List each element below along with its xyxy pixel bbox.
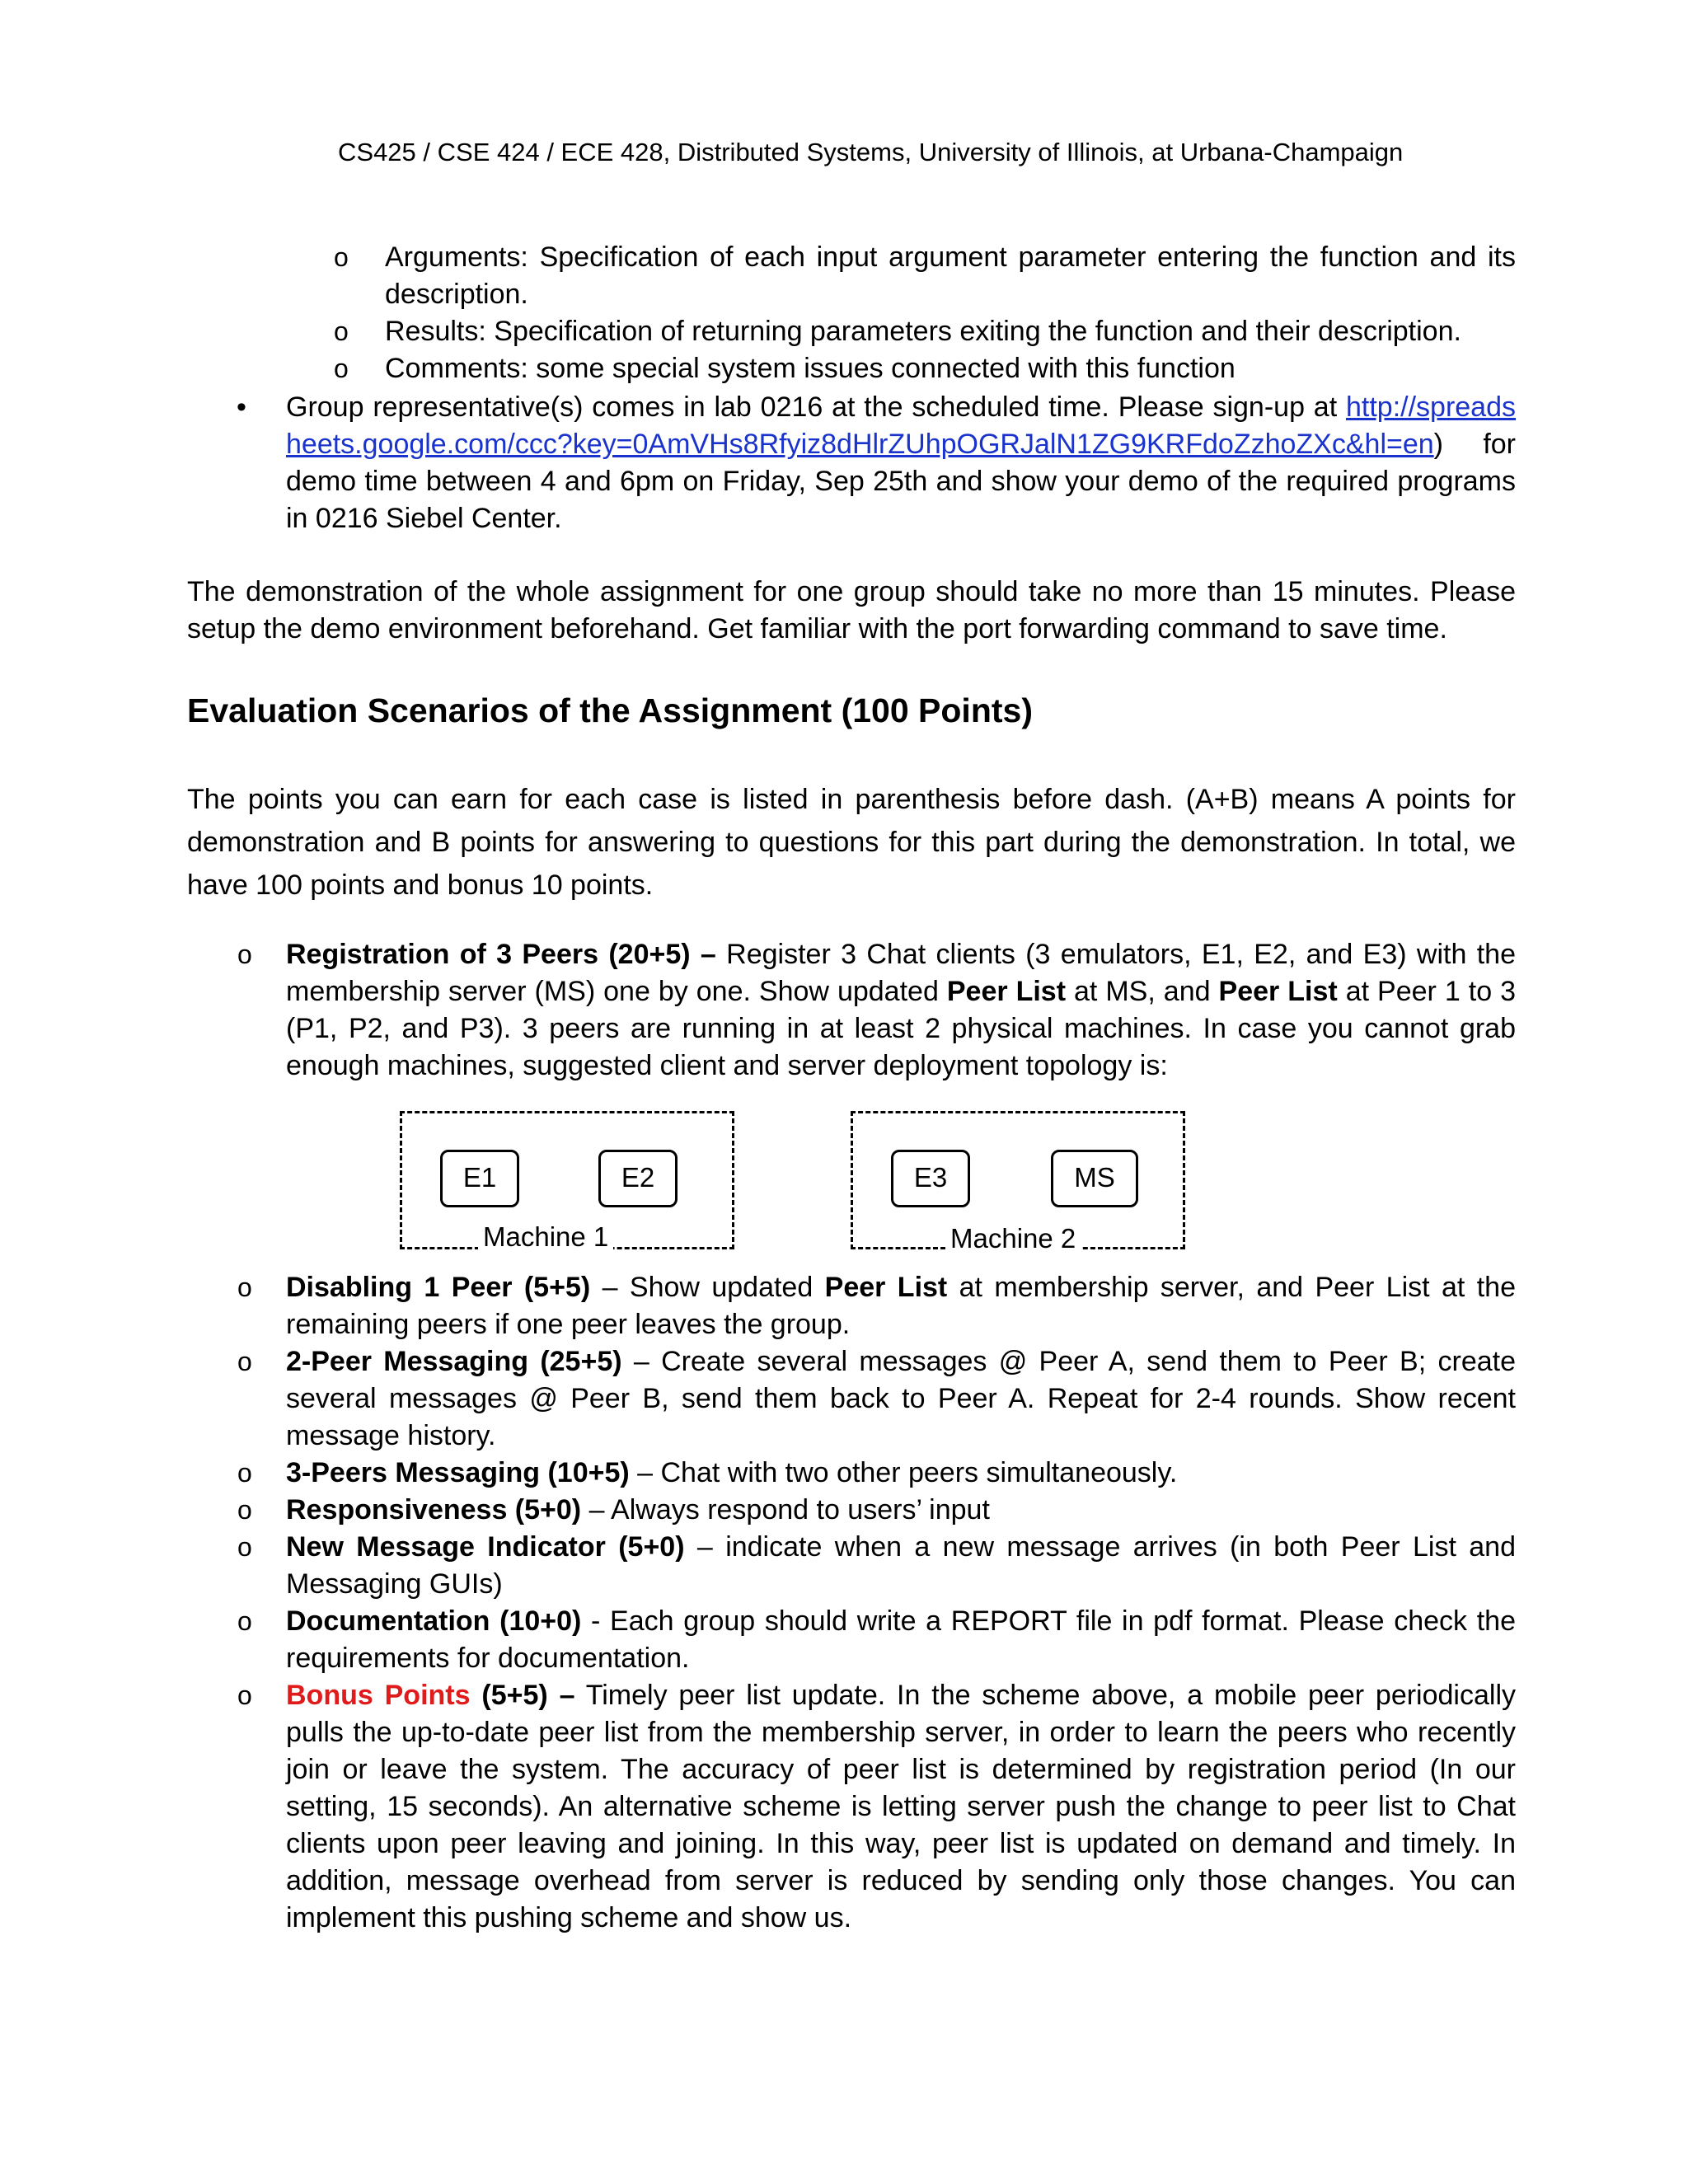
eval-item-text: at MS, and: [1066, 976, 1219, 1007]
section-intro: The points you can earn for each case is listed in parenthesis before dash. (A+B) means A points for demonstration and B points for answering to questions for this part during the demonstration. In total, we have 100 points and bonus 10 points.: [187, 784, 1516, 901]
circle-bullet-icon: o: [237, 1606, 252, 1636]
demo-bullet-text: Group representative(s) comes in lab 0216 at the scheduled time. Please sign-up at: [286, 391, 1346, 423]
machine-1-box: [400, 1111, 734, 1252]
list-item: [0, 239, 1516, 313]
eval-item-text: – Chat with two other peers simultaneously.: [629, 1457, 1178, 1488]
machine-1-label: Machine 1: [478, 1222, 613, 1252]
demo-bullet-text-after: ) for demo time between 4 and 6pm on Friday, Sep 25th and show your demo of the required programs in 0216 Siebel Center.: [286, 429, 1516, 534]
eval-item-text: at Peer 1 to 3 (P1, P2, and P3). 3 peers are running in at least 2 physical machines. In case you cannot grab enough machines, suggested client and server deployment topology is:: [286, 976, 1516, 1081]
bonus-points-label: Bonus Points: [286, 1680, 471, 1711]
circle-bullet-icon: o: [334, 354, 349, 383]
eval-list-bottom: [0, 1269, 1688, 1937]
eval-item-text: - Each group should write a REPORT file in pdf format. Please check the requirements for documentation.: [286, 1605, 1516, 1674]
circle-bullet-icon: o: [334, 316, 349, 346]
node-e1: E1: [440, 1150, 519, 1207]
demo-bullet: [237, 389, 1516, 537]
eval-item-title: 2-Peer Messaging (25+5): [286, 1346, 622, 1377]
circle-bullet-icon: o: [237, 1347, 252, 1376]
eval-item-3peer: [0, 1455, 1516, 1492]
eval-item-title: New Message Indicator (5+0): [286, 1531, 685, 1563]
eval-item-responsiveness: [0, 1492, 1516, 1529]
list-item-text: Arguments: Specification of each input argument parameter entering the function and its description.: [385, 241, 1516, 310]
eval-item-registration: [0, 936, 1516, 1085]
eval-item-title: Documentation (10+0): [286, 1605, 582, 1637]
peer-list-term: Peer List: [824, 1272, 948, 1303]
eval-item-title: Registration of 3 Peers (20+5) –: [286, 939, 716, 970]
eval-item-title: Responsiveness (5+0): [286, 1494, 582, 1526]
circle-bullet-icon: o: [237, 1495, 252, 1525]
list-item-text: Results: Specification of returning parameters exiting the function and their description.: [385, 316, 1461, 347]
api-spec-list: [0, 239, 1688, 387]
list-item: [0, 313, 1516, 350]
eval-item-indicator: [0, 1529, 1516, 1603]
eval-item-text: – Always respond to users’ input: [581, 1494, 990, 1526]
eval-item-title: 3-Peers Messaging (10+5): [286, 1457, 630, 1488]
eval-item-2peer: [0, 1343, 1516, 1455]
node-e3: E3: [891, 1150, 970, 1207]
eval-item-text: – Create several messages @ Peer A, send them to Peer B; create several messages @ Peer B, send them back to Peer A. Repeat for 2-4 rounds. Show recent message history.: [286, 1346, 1517, 1451]
eval-item-disabling: [0, 1269, 1516, 1343]
page-header: CS425 / CSE 424 / ECE 428, Distributed Systems, University of Illinois, at Urbana-Champaign: [338, 138, 1404, 166]
circle-bullet-icon: o: [237, 940, 252, 969]
eval-list-top: [0, 936, 1688, 1085]
peer-list-term: Peer List: [1218, 976, 1338, 1007]
node-e2: E2: [598, 1150, 678, 1207]
eval-item-documentation: [0, 1603, 1516, 1677]
circle-bullet-icon: o: [237, 1458, 252, 1488]
eval-item-title: (5+5) –: [470, 1680, 575, 1711]
circle-bullet-icon: o: [237, 1272, 252, 1302]
machine-2-box: [851, 1111, 1185, 1254]
circle-bullet-icon: o: [237, 1532, 252, 1562]
list-item-text: Comments: some special system issues connected with this function: [385, 353, 1236, 384]
section-heading: Evaluation Scenarios of the Assignment (100 Points): [187, 691, 1033, 729]
peer-list-term: Peer List: [946, 976, 1067, 1007]
eval-item-bonus: [0, 1677, 1516, 1937]
signup-link[interactable]: http://spreadsheets.google.com/ccc?key=0AmVHs8Rfyiz8dHlrZUhpOGRJalN1ZG9KRFdoZzhoZXc&hl=en: [286, 391, 1516, 460]
machine-2-label: Machine 2: [945, 1224, 1081, 1254]
node-ms: MS: [1051, 1150, 1138, 1207]
deployment-diagram: [0, 1104, 1688, 1253]
eval-item-text: at membership server, and Peer List at the remaining peers if one peer leaves the group.: [286, 1272, 1516, 1340]
circle-bullet-icon: o: [334, 242, 349, 272]
eval-item-text: Timely peer list update. In the scheme above, a mobile peer periodically pulls the up-to-date peer list from the membership server, in order to learn the peers who recently join or leave the system. The accuracy of peer list is determined by registration period (In our setting, 15 seconds). An alternative scheme is letting server push the change to peer list to Chat clients upon peer leaving and joining. In this way, peer list is updated on demand and timely. In addition, message overhead from server is reduced by sending only those changes. You can implement this pushing scheme and show us.: [286, 1680, 1517, 1933]
eval-item-text: – Show updated: [590, 1272, 825, 1303]
eval-item-text: – indicate when a new message arrives (in both Peer List and Messaging GUIs): [286, 1531, 1516, 1600]
demo-paragraph: The demonstration of the whole assignment for one group should take no more than 15 minutes. Please setup the demo environment beforehand. Get familiar with the port forwarding command to save time.: [187, 576, 1516, 644]
dot-bullet-icon: •: [237, 391, 246, 423]
eval-item-text: Register 3 Chat clients (3 emulators, E1, E2, and E3) with the membership server (MS) one by one. Show updated: [286, 939, 1516, 1007]
eval-item-title: Disabling 1 Peer (5+5): [286, 1272, 591, 1303]
circle-bullet-icon: o: [237, 1680, 252, 1710]
list-item: [0, 350, 1516, 387]
